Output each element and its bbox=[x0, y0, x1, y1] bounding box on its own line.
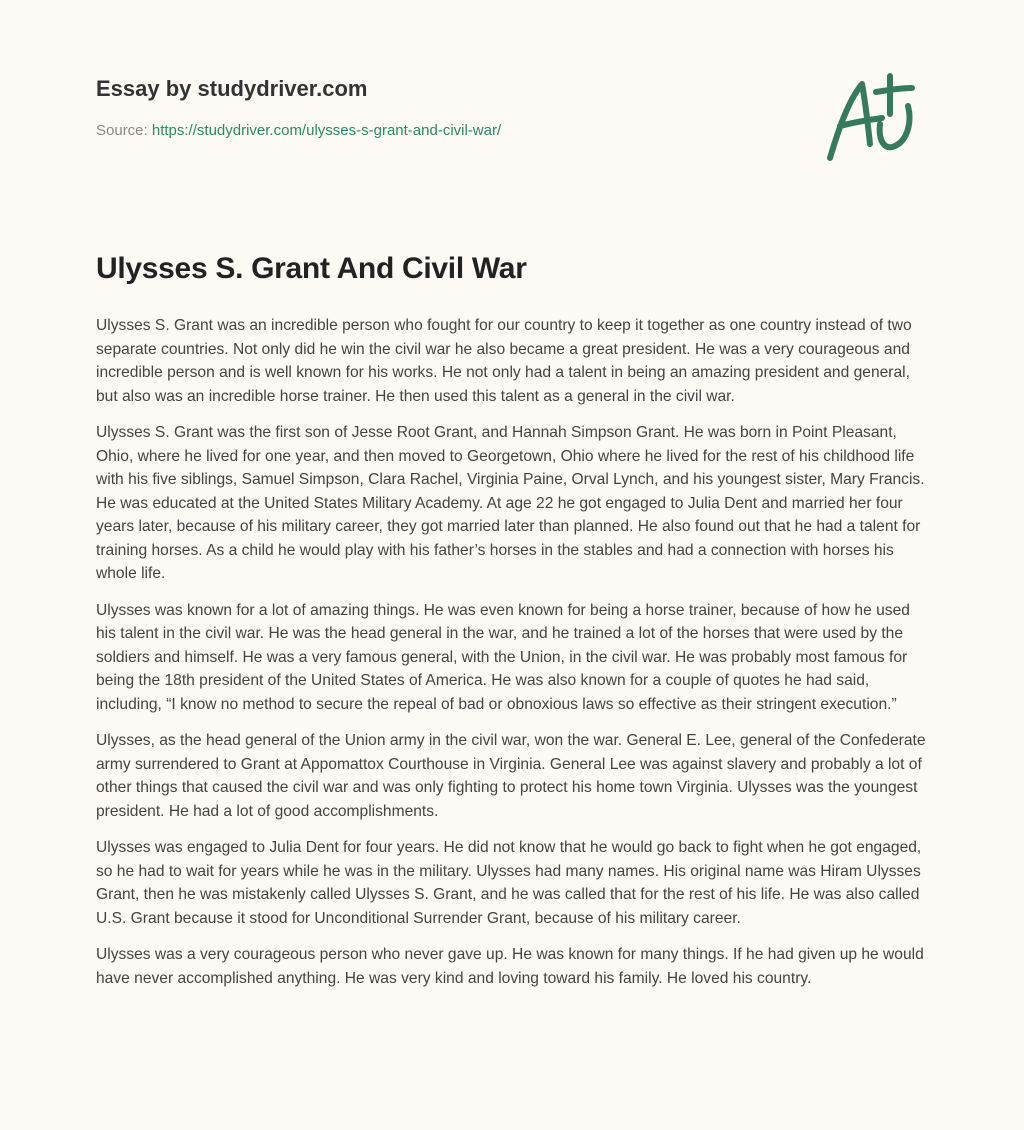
paragraph: Ulysses was a very courageous person who never gave up. He was known for many things. If he had given up he would have never accomplished anything. He was very kind and loving toward his family. He loved his country. bbox=[96, 946, 924, 987]
a-plus-logo-icon bbox=[820, 66, 930, 166]
paragraph: Ulysses was known for a lot of amazing things. He was even known for being a horse trainer, because of how he used his talent in the civil war. He was the head general in the war, and he trained a lot of the horses that were used by the soldiers and himself. He was a very famous general, with the Union, in the civil war. He was probably most famous for being the 18th president of the United States of America. He was also known for a couple of quotes he had said, including, “I know no method to secure the repeal of bad or obnoxious laws so effective as their stringent execution.” bbox=[96, 601, 910, 713]
source-link[interactable]: https://studydriver.com/ulysses-s-grant-and-civil-war/ bbox=[151, 122, 502, 139]
source-line bbox=[96, 122, 501, 139]
paragraph: Ulysses was engaged to Julia Dent for four years. He did not know that he would go back to fight when he got engaged, so he had to wait for years while he was in the military. Ulysses had many names. His original name was Hiram Ulysses Grant, then he was mistakenly called Ulysses S. Grant, and he was called that for the rest of his life. He was also called U.S. Grant because it stood for Unconditional Surrender Grant, because of his military career. bbox=[96, 839, 922, 927]
page-header bbox=[96, 76, 501, 139]
source-label: Source: bbox=[96, 122, 148, 139]
essay-title: Ulysses S. Grant And Civil War bbox=[96, 252, 527, 285]
paragraph: Ulysses S. Grant was an incredible person who fought for our country to keep it together as one country instead of two separate countries. Not only did he win the civil war he also became a great president. He was a very courageous and incredible person and is well known for his works. He not only had a talent in being an amazing president and general, but also was an incredible horse trainer. He then used this talent as a general in the civil war. bbox=[96, 317, 912, 405]
brand-title: Essay by studydriver.com bbox=[96, 76, 368, 101]
paragraph: Ulysses S. Grant was the first son of Jesse Root Grant, and Hannah Simpson Grant. He was born in Point Pleasant, Ohio, where he lived for one year, and then moved to Georgetown, Ohio where he lived for the rest of his childhood life with his five siblings, Samuel Simpson, Clara Rachel, Virginia Paine, Orval Lynch, and his youngest sister, Mary Francis. He was educated at the United States Military Academy. At age 22 he got engaged to Julia Dent and married her four years later, because of his military career, they got married later than planned. He also found out that he had a talent for training horses. As a child he would play with his father’s horses in the stables and had a connection with horses his whole life. bbox=[96, 424, 925, 582]
paragraph: Ulysses, as the head general of the Union army in the civil war, won the war. General E. Lee, general of the Confederate army surrendered to Grant at Appomattox Courthouse in Virginia. General Lee was against slavery and probably a lot of other things that caused the civil war and was only fighting to protect his home town Virginia. Ulysses was the youngest president. He had a lot of good accomplishments. bbox=[96, 732, 926, 820]
essay-body bbox=[96, 314, 932, 1003]
